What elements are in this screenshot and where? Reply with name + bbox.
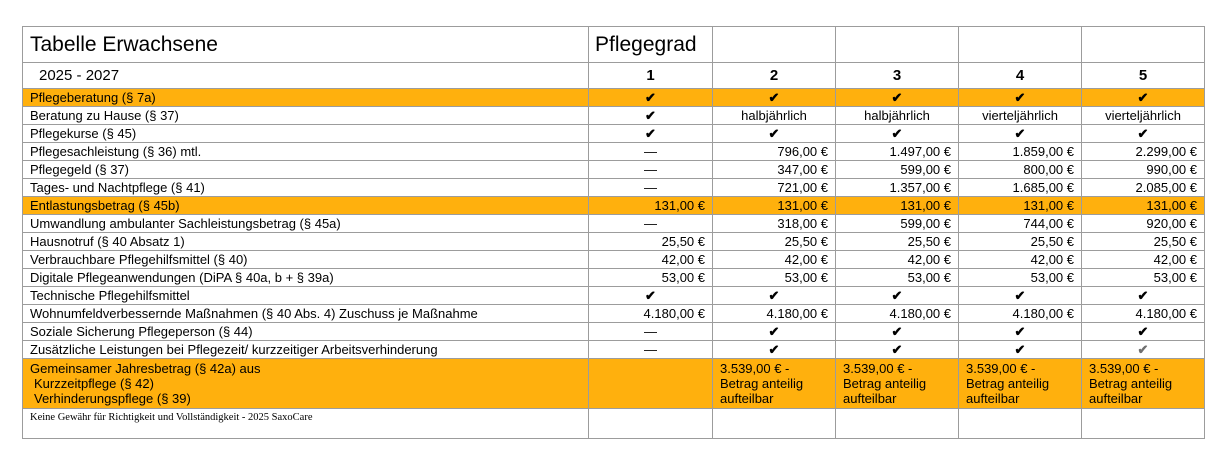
- joint-amount-text-line: Betrag anteilig: [1089, 376, 1173, 391]
- footer-row: [23, 409, 1205, 439]
- amount-cell: 347,00 €: [713, 161, 836, 179]
- check-icon: ✔: [836, 89, 959, 107]
- table-row: [23, 125, 1205, 143]
- page-title: Tabelle Erwachsene: [23, 27, 589, 63]
- joint-amount-text-line: aufteilbar: [843, 391, 897, 406]
- row-label: Beratung zu Hause (§ 37): [23, 107, 589, 125]
- check-icon: ✔: [589, 107, 713, 125]
- joint-amount-text-line: Betrag anteilig: [966, 376, 1050, 391]
- row-label: Umwandlung ambulanter Sachleistungsbetrag (§ 45a): [23, 215, 589, 233]
- amount-cell: 920,00 €: [1082, 215, 1205, 233]
- row-label: Digitale Pflegeanwendungen (DiPA § 40a, b + § 39a): [23, 269, 589, 287]
- text-cell: vierteljährlich: [1082, 107, 1205, 125]
- check-icon: ✔: [1082, 287, 1205, 305]
- check-icon: ✔: [959, 287, 1082, 305]
- grade-column-header-1: 1: [589, 63, 713, 89]
- empty-footer-cell: [1082, 409, 1205, 439]
- dash-cell: —: [589, 143, 713, 161]
- amount-cell: 2.299,00 €: [1082, 143, 1205, 161]
- check-icon: ✔: [1082, 125, 1205, 143]
- empty-header-cell: [836, 27, 959, 63]
- joint-amount-label-line: Gemeinsamer Jahresbetrag (§ 42a) aus: [30, 361, 261, 376]
- check-icon: ✔: [959, 125, 1082, 143]
- grade-header: Pflegegrad: [589, 27, 713, 63]
- amount-cell: 25,50 €: [959, 233, 1082, 251]
- amount-cell: 4.180,00 €: [959, 305, 1082, 323]
- amount-cell: 318,00 €: [713, 215, 836, 233]
- dash-cell: —: [589, 341, 713, 359]
- amount-cell: 131,00 €: [959, 197, 1082, 215]
- benefits-table: [22, 26, 1205, 439]
- check-icon: ✔: [713, 341, 836, 359]
- row-label: Verbrauchbare Pflegehilfsmittel (§ 40): [23, 251, 589, 269]
- check-icon: ✔: [959, 341, 1082, 359]
- joint-amount-text-line: aufteilbar: [1089, 391, 1143, 406]
- joint-amount-text-line: 3.539,00 € -: [843, 361, 913, 376]
- amount-cell: 42,00 €: [836, 251, 959, 269]
- amount-cell: 4.180,00 €: [1082, 305, 1205, 323]
- joint-amount-cell: [1082, 359, 1205, 409]
- table-row: [23, 161, 1205, 179]
- table-row: [23, 251, 1205, 269]
- amount-cell: 131,00 €: [836, 197, 959, 215]
- check-icon: ✔: [1082, 323, 1205, 341]
- amount-cell: 1.859,00 €: [959, 143, 1082, 161]
- table-row: [23, 179, 1205, 197]
- joint-amount-label-line: Kurzzeitpflege (§ 42): [34, 376, 154, 391]
- table-row: [23, 287, 1205, 305]
- empty-footer-cell: [836, 409, 959, 439]
- empty-footer-cell: [713, 409, 836, 439]
- amount-cell: 4.180,00 €: [589, 305, 713, 323]
- amount-cell: 53,00 €: [713, 269, 836, 287]
- empty-header-cell: [713, 27, 836, 63]
- dash-cell: —: [589, 215, 713, 233]
- joint-amount-cell: [836, 359, 959, 409]
- joint-amount-cell: [713, 359, 836, 409]
- row-label: Pflegesachleistung (§ 36) mtl.: [23, 143, 589, 161]
- check-icon: ✔: [589, 125, 713, 143]
- table-row: [23, 323, 1205, 341]
- row-label: Entlastungsbetrag (§ 45b): [23, 197, 589, 215]
- check-icon: ✔: [836, 341, 959, 359]
- joint-amount-text-line: aufteilbar: [720, 391, 774, 406]
- joint-amount-row: [23, 359, 1205, 409]
- check-icon: ✔: [959, 89, 1082, 107]
- row-label: Tages- und Nachtpflege (§ 41): [23, 179, 589, 197]
- dash-cell: —: [589, 161, 713, 179]
- check-icon: ✔: [1082, 89, 1205, 107]
- row-label: Pflegeberatung (§ 7a): [23, 89, 589, 107]
- amount-cell: 1.685,00 €: [959, 179, 1082, 197]
- amount-cell: 53,00 €: [1082, 269, 1205, 287]
- amount-cell: 131,00 €: [1082, 197, 1205, 215]
- table-row: [23, 215, 1205, 233]
- text-cell: halbjährlich: [713, 107, 836, 125]
- table-row: [23, 305, 1205, 323]
- joint-amount-text-line: aufteilbar: [966, 391, 1020, 406]
- dash-cell: —: [589, 323, 713, 341]
- amount-cell: 25,50 €: [836, 233, 959, 251]
- joint-amount-text-line: 3.539,00 € -: [1089, 361, 1159, 376]
- table-row: [23, 107, 1205, 125]
- check-icon: ✔: [713, 287, 836, 305]
- check-icon: ✔: [713, 323, 836, 341]
- grade-column-header-4: 4: [959, 63, 1082, 89]
- check-icon: ✔: [713, 89, 836, 107]
- amount-cell: 131,00 €: [589, 197, 713, 215]
- amount-cell: 131,00 €: [713, 197, 836, 215]
- grade-column-header-5: 5: [1082, 63, 1205, 89]
- grade-column-header-2: 2: [713, 63, 836, 89]
- disclaimer-note: Keine Gewähr für Richtigkeit und Vollständigkeit - 2025 SaxoCare: [23, 409, 589, 439]
- row-label: Pflegekurse (§ 45): [23, 125, 589, 143]
- amount-cell: 25,50 €: [713, 233, 836, 251]
- check-icon: ✔: [959, 323, 1082, 341]
- table-row: [23, 341, 1205, 359]
- check-icon: ✔: [713, 125, 836, 143]
- amount-cell: 53,00 €: [836, 269, 959, 287]
- dash-cell: —: [589, 179, 713, 197]
- period-label: 2025 - 2027: [23, 63, 589, 89]
- amount-cell: 2.085,00 €: [1082, 179, 1205, 197]
- check-icon: ✔: [836, 287, 959, 305]
- amount-cell: 599,00 €: [836, 161, 959, 179]
- amount-cell: 1.357,00 €: [836, 179, 959, 197]
- joint-amount-label-line: Verhinderungspflege (§ 39): [34, 391, 191, 406]
- empty-header-cell: [959, 27, 1082, 63]
- check-icon: ✔: [589, 287, 713, 305]
- table-row: [23, 269, 1205, 287]
- amount-cell: 599,00 €: [836, 215, 959, 233]
- amount-cell: 4.180,00 €: [836, 305, 959, 323]
- amount-cell: 800,00 €: [959, 161, 1082, 179]
- period-row: [23, 63, 1205, 89]
- row-label: Technische Pflegehilfsmittel: [23, 287, 589, 305]
- joint-amount-text-line: 3.539,00 € -: [966, 361, 1036, 376]
- amount-cell: 796,00 €: [713, 143, 836, 161]
- table-row: [23, 197, 1205, 215]
- joint-amount-cell: [959, 359, 1082, 409]
- text-cell: vierteljährlich: [959, 107, 1082, 125]
- amount-cell: 1.497,00 €: [836, 143, 959, 161]
- amount-cell: 42,00 €: [589, 251, 713, 269]
- joint-amount-text-line: Betrag anteilig: [843, 376, 927, 391]
- check-icon: ✔: [836, 125, 959, 143]
- amount-cell: 721,00 €: [713, 179, 836, 197]
- amount-cell: 4.180,00 €: [713, 305, 836, 323]
- amount-cell: 53,00 €: [959, 269, 1082, 287]
- title-row: [23, 27, 1205, 63]
- joint-amount-text-line: 3.539,00 € -: [720, 361, 790, 376]
- row-label: Hausnotruf (§ 40 Absatz 1): [23, 233, 589, 251]
- empty-footer-cell: [959, 409, 1082, 439]
- amount-cell: 744,00 €: [959, 215, 1082, 233]
- row-label: Pflegegeld (§ 37): [23, 161, 589, 179]
- amount-cell: 42,00 €: [959, 251, 1082, 269]
- row-label: Soziale Sicherung Pflegeperson (§ 44): [23, 323, 589, 341]
- text-cell: halbjährlich: [836, 107, 959, 125]
- joint-amount-label: [23, 359, 589, 409]
- benefit-rows: [23, 89, 1205, 359]
- table-row: [23, 89, 1205, 107]
- amount-cell: 25,50 €: [1082, 233, 1205, 251]
- check-icon: ✔: [589, 89, 713, 107]
- grade-column-header-3: 3: [836, 63, 959, 89]
- empty-footer-cell: [589, 409, 713, 439]
- amount-cell: 990,00 €: [1082, 161, 1205, 179]
- amount-cell: 53,00 €: [589, 269, 713, 287]
- amount-cell: 42,00 €: [713, 251, 836, 269]
- amount-cell: 42,00 €: [1082, 251, 1205, 269]
- joint-amount-empty-cell: [589, 359, 713, 409]
- table-row: [23, 233, 1205, 251]
- empty-header-cell: [1082, 27, 1205, 63]
- amount-cell: 25,50 €: [589, 233, 713, 251]
- joint-amount-text-line: Betrag anteilig: [720, 376, 804, 391]
- check-icon-muted: ✔: [1082, 341, 1205, 359]
- table-row: [23, 143, 1205, 161]
- row-label: Wohnumfeldverbessernde Maßnahmen (§ 40 Abs. 4) Zuschuss je Maßnahme: [23, 305, 589, 323]
- row-label: Zusätzliche Leistungen bei Pflegezeit/ kurzzeitiger Arbeitsverhinderung: [23, 341, 589, 359]
- check-icon: ✔: [836, 323, 959, 341]
